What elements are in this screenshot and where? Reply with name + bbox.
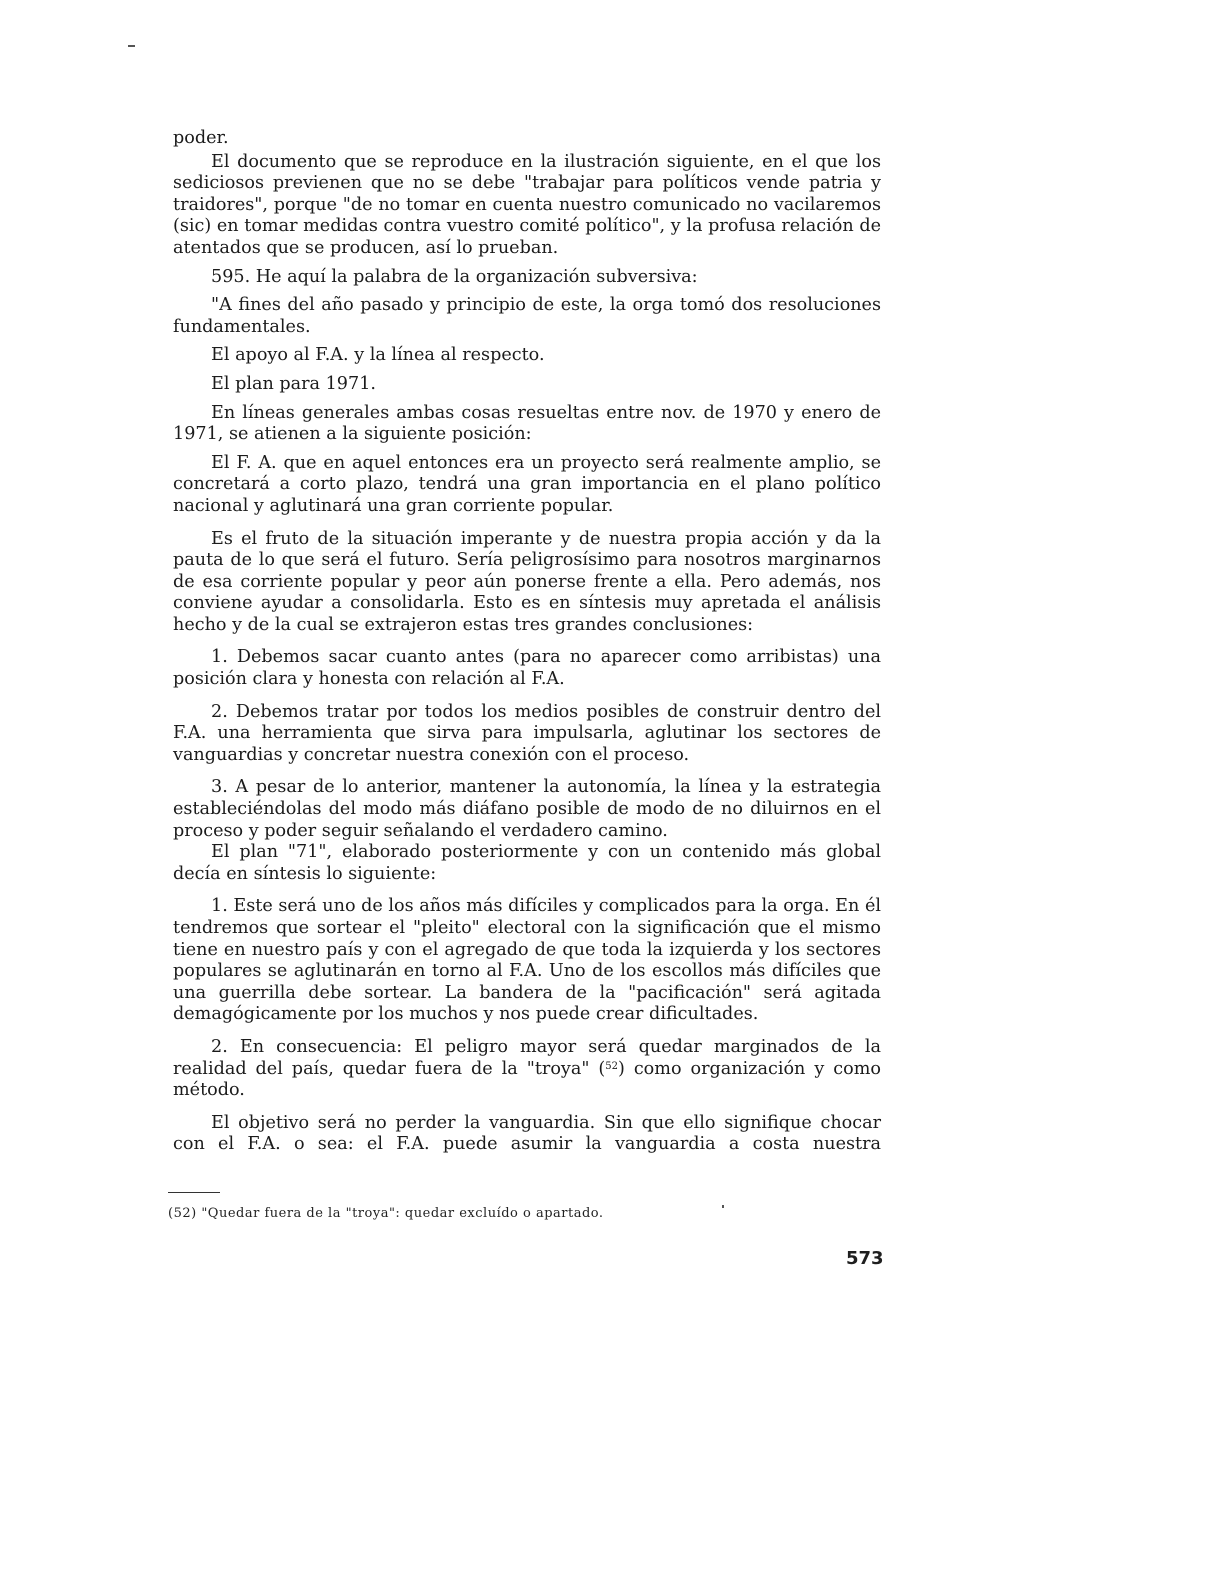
quote-paragraph: El apoyo al F.A. y la línea al respecto. [211,345,545,366]
plan-item-text: 2. En consecuencia: El peligro mayor será quedar marginados de la realidad del país, quedar fuera de la "troya" ( [173,1036,881,1079]
conclusion-item: 1. Debemos sacar cuanto antes (para no aparecer como arribistas) una posición clara y honesta con relación al F.A. [173,647,881,690]
paragraph: poder. [173,128,229,148]
quote-paragraph: "A fines del año pasado y principio de este, la orga tomó dos resoluciones fundamentales. [173,295,881,337]
footnote: (52) "Quedar fuera de la "troya": quedar excluído o apartado. [168,1206,604,1221]
conclusion-item: 3. A pesar de lo anterior, mantener la autonomía, la línea y la estrategia estableciéndolas del modo más diáfano posible de modo de no diluirnos en el proceso y poder seguir señalando el verdadero camino. [173,777,881,841]
page-number: 573 [846,1248,884,1269]
document-body [173,128,881,1156]
quote-paragraph: El plan para 1971. [211,373,376,394]
plan-item [173,1037,881,1102]
plan-item: 1. Este será uno de los años más difíciles y complicados para la orga. En él tendremos que sortear el "pleito" electoral con la significación que el mismo tiene en nuestro país y con el agregado de que toda la izquierda y los sectores populares se aglutinarán en torno al F.A. Uno de los escollos más difíciles que una guerrilla debe sortear. La bandera de la "pacificación" será agitada demagógicamente por los muchos y nos puede crear dificultades. [173,896,881,1025]
quote-paragraph: El objetivo será no perder la vanguardia. Sin que ello signifique chocar con el F.A. o sea: el F.A. puede asumir la vanguardia a costa nuestra [173,1112,881,1155]
plan-item-text: ) como organización y como método. [173,1058,881,1101]
scan-speck [722,1205,724,1208]
quote-paragraph: El F. A. que en aquel entonces era un proyecto será realmente amplio, se concretará a corto plazo, tendrá una gran importancia en el plano político nacional y aglutinará una gran corriente popular. [173,452,881,516]
paragraph-numbered: 595. He aquí la palabra de la organización subversiva: [211,266,698,287]
quote-paragraph: Es el fruto de la situación imperante y de nuestra propia acción y da la pauta de lo que será el futuro. Sería peligrosísimo para nosotros marginarnos de esa corriente popular y peor aún ponerse frente a ella. Pero además, nos conviene ayudar a consolidarla. Esto es en síntesis muy apretada el análisis hecho y de la cual se extrajeron estas tres grandes conclusiones: [173,528,881,635]
scan-speck [128,45,135,47]
footnote-divider [168,1192,220,1193]
quote-paragraph: El plan "71", elaborado posteriormente y con un contenido más global decía en síntesis lo siguiente: [173,842,881,884]
footnote-reference: 52 [605,1060,618,1072]
paragraph: El documento que se reproduce en la ilustración siguiente, en el que los sediciosos previenen que no se debe "trabajar para políticos vende patria y traidores", porque "de no tomar en cuenta nuestro comunicado no vacilaremos (sic) en tomar medidas contra vuestro comité político", y la profusa relación de atentados que se producen, así lo prueban. [173,151,881,258]
quote-paragraph: En líneas generales ambas cosas resueltas entre nov. de 1970 y enero de 1971, se atienen a la siguiente posición: [173,402,881,445]
conclusion-item: 2. Debemos tratar por todos los medios posibles de construir dentro del F.A. una herramienta que sirva para impulsarla, aglutinar los sectores de vanguardias y concretar nuestra conexión con el proceso. [173,701,881,765]
